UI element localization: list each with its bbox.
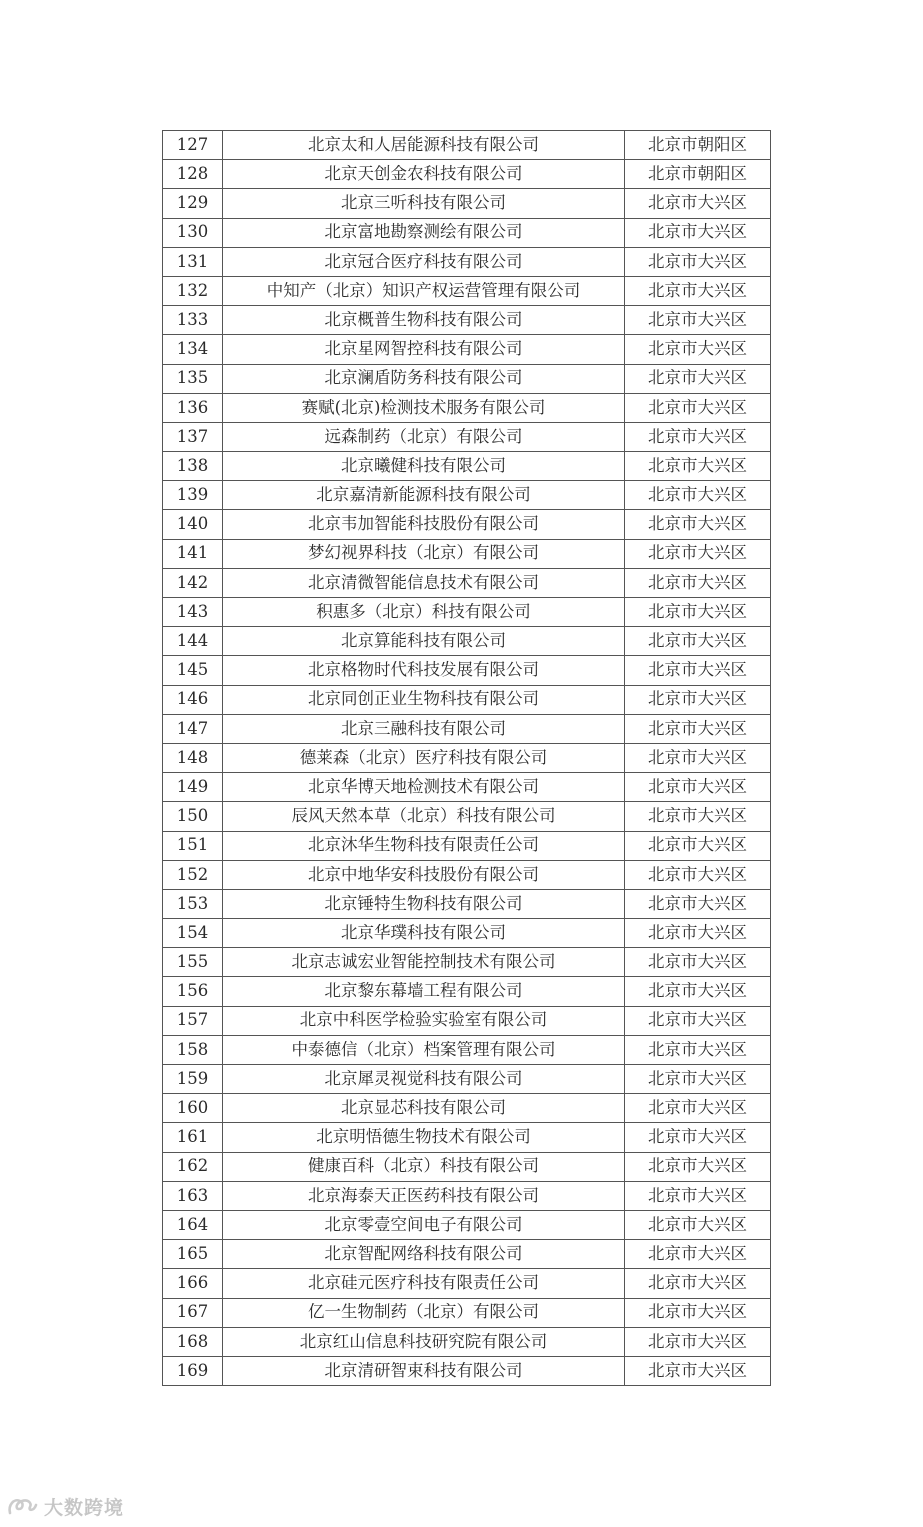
company-name-cell: 北京富地勘察测绘有限公司 — [223, 218, 625, 247]
loop-logo-icon — [6, 1493, 40, 1519]
district-cell: 北京市大兴区 — [625, 1094, 771, 1123]
district-cell: 北京市大兴区 — [625, 481, 771, 510]
district-cell: 北京市朝阳区 — [625, 160, 771, 189]
company-name-cell: 北京志诚宏业智能控制技术有限公司 — [223, 948, 625, 977]
row-number-cell: 142 — [163, 568, 223, 597]
table-row — [163, 218, 771, 247]
district-cell: 北京市大兴区 — [625, 1240, 771, 1269]
row-number-cell: 144 — [163, 627, 223, 656]
row-number-cell: 153 — [163, 889, 223, 918]
table-row — [163, 948, 771, 977]
company-name-cell: 北京华博天地检测技术有限公司 — [223, 773, 625, 802]
company-name-cell: 北京格物时代科技发展有限公司 — [223, 656, 625, 685]
row-number-cell: 168 — [163, 1327, 223, 1356]
row-number-cell: 158 — [163, 1035, 223, 1064]
company-name-cell: 亿一生物制药（北京）有限公司 — [223, 1298, 625, 1327]
table-row — [163, 247, 771, 276]
district-cell: 北京市大兴区 — [625, 773, 771, 802]
company-name-cell: 北京澜盾防务科技有限公司 — [223, 364, 625, 393]
company-name-cell: 德莱森（北京）医疗科技有限公司 — [223, 743, 625, 772]
row-number-cell: 169 — [163, 1356, 223, 1385]
district-cell: 北京市大兴区 — [625, 977, 771, 1006]
table-row — [163, 364, 771, 393]
row-number-cell: 161 — [163, 1123, 223, 1152]
row-number-cell: 165 — [163, 1240, 223, 1269]
district-cell: 北京市大兴区 — [625, 1327, 771, 1356]
table-row — [163, 860, 771, 889]
district-cell: 北京市大兴区 — [625, 1269, 771, 1298]
company-name-cell: 北京显芯科技有限公司 — [223, 1094, 625, 1123]
row-number-cell: 138 — [163, 452, 223, 481]
row-number-cell: 151 — [163, 831, 223, 860]
table-row — [163, 1269, 771, 1298]
table-row — [163, 598, 771, 627]
district-cell: 北京市大兴区 — [625, 1298, 771, 1327]
district-cell: 北京市大兴区 — [625, 1065, 771, 1094]
district-cell: 北京市大兴区 — [625, 1210, 771, 1239]
company-name-cell: 北京零壹空间电子有限公司 — [223, 1210, 625, 1239]
table-row — [163, 189, 771, 218]
row-number-cell: 129 — [163, 189, 223, 218]
row-number-cell: 145 — [163, 656, 223, 685]
table-row — [163, 568, 771, 597]
district-cell: 北京市大兴区 — [625, 422, 771, 451]
table-body — [163, 131, 771, 1386]
district-cell: 北京市大兴区 — [625, 189, 771, 218]
company-name-cell: 北京红山信息科技研究院有限公司 — [223, 1327, 625, 1356]
district-cell: 北京市大兴区 — [625, 802, 771, 831]
company-name-cell: 北京华璞科技有限公司 — [223, 919, 625, 948]
company-name-cell: 辰风天然本草（北京）科技有限公司 — [223, 802, 625, 831]
company-name-cell: 北京星网智控科技有限公司 — [223, 335, 625, 364]
row-number-cell: 131 — [163, 247, 223, 276]
district-cell: 北京市大兴区 — [625, 714, 771, 743]
district-cell: 北京市大兴区 — [625, 510, 771, 539]
row-number-cell: 157 — [163, 1006, 223, 1035]
row-number-cell: 149 — [163, 773, 223, 802]
district-cell: 北京市大兴区 — [625, 1035, 771, 1064]
district-cell: 北京市大兴区 — [625, 335, 771, 364]
company-name-cell: 北京中地华安科技股份有限公司 — [223, 860, 625, 889]
company-name-cell: 北京硅元医疗科技有限责任公司 — [223, 1269, 625, 1298]
row-number-cell: 147 — [163, 714, 223, 743]
table-row — [163, 276, 771, 305]
district-cell: 北京市大兴区 — [625, 1123, 771, 1152]
row-number-cell: 150 — [163, 802, 223, 831]
company-name-cell: 北京概普生物科技有限公司 — [223, 306, 625, 335]
row-number-cell: 137 — [163, 422, 223, 451]
table-row — [163, 977, 771, 1006]
district-cell: 北京市大兴区 — [625, 393, 771, 422]
company-name-cell: 北京嘉清新能源科技有限公司 — [223, 481, 625, 510]
company-name-cell: 北京韦加智能科技股份有限公司 — [223, 510, 625, 539]
table-row — [163, 1123, 771, 1152]
district-cell: 北京市大兴区 — [625, 889, 771, 918]
table-row — [163, 1356, 771, 1385]
district-cell: 北京市大兴区 — [625, 831, 771, 860]
table-row — [163, 1006, 771, 1035]
row-number-cell: 136 — [163, 393, 223, 422]
row-number-cell: 135 — [163, 364, 223, 393]
district-cell: 北京市大兴区 — [625, 568, 771, 597]
row-number-cell: 163 — [163, 1181, 223, 1210]
company-name-cell: 北京中科医学检验实验室有限公司 — [223, 1006, 625, 1035]
table-row — [163, 131, 771, 160]
table-row — [163, 627, 771, 656]
table-row — [163, 510, 771, 539]
company-name-cell: 北京同创正业生物科技有限公司 — [223, 685, 625, 714]
district-cell: 北京市大兴区 — [625, 276, 771, 305]
table-row — [163, 1094, 771, 1123]
district-cell: 北京市大兴区 — [625, 1356, 771, 1385]
district-cell: 北京市大兴区 — [625, 539, 771, 568]
row-number-cell: 167 — [163, 1298, 223, 1327]
row-number-cell: 140 — [163, 510, 223, 539]
company-name-cell: 北京冠合医疗科技有限公司 — [223, 247, 625, 276]
company-name-cell: 梦幻视界科技（北京）有限公司 — [223, 539, 625, 568]
table-row — [163, 452, 771, 481]
row-number-cell: 154 — [163, 919, 223, 948]
table-row — [163, 714, 771, 743]
district-cell: 北京市大兴区 — [625, 218, 771, 247]
table-row — [163, 1298, 771, 1327]
table-row — [163, 889, 771, 918]
district-cell: 北京市大兴区 — [625, 919, 771, 948]
row-number-cell: 143 — [163, 598, 223, 627]
company-name-cell: 北京清研智束科技有限公司 — [223, 1356, 625, 1385]
table-row — [163, 306, 771, 335]
row-number-cell: 133 — [163, 306, 223, 335]
row-number-cell: 134 — [163, 335, 223, 364]
district-cell: 北京市大兴区 — [625, 685, 771, 714]
company-name-cell: 北京算能科技有限公司 — [223, 627, 625, 656]
row-number-cell: 164 — [163, 1210, 223, 1239]
row-number-cell: 156 — [163, 977, 223, 1006]
table-row — [163, 656, 771, 685]
company-name-cell: 北京犀灵视觉科技有限公司 — [223, 1065, 625, 1094]
row-number-cell: 148 — [163, 743, 223, 772]
company-name-cell: 北京明悟德生物技术有限公司 — [223, 1123, 625, 1152]
watermark — [6, 1493, 124, 1519]
table-row — [163, 539, 771, 568]
table-row — [163, 773, 771, 802]
row-number-cell: 160 — [163, 1094, 223, 1123]
district-cell: 北京市大兴区 — [625, 1152, 771, 1181]
row-number-cell: 139 — [163, 481, 223, 510]
table-row — [163, 802, 771, 831]
district-cell: 北京市大兴区 — [625, 1006, 771, 1035]
district-cell: 北京市大兴区 — [625, 364, 771, 393]
company-name-cell: 北京天创金农科技有限公司 — [223, 160, 625, 189]
table-row — [163, 393, 771, 422]
company-name-cell: 北京黎东幕墙工程有限公司 — [223, 977, 625, 1006]
company-name-cell: 北京沐华生物科技有限责任公司 — [223, 831, 625, 860]
row-number-cell: 159 — [163, 1065, 223, 1094]
row-number-cell: 146 — [163, 685, 223, 714]
district-cell: 北京市大兴区 — [625, 598, 771, 627]
district-cell: 北京市大兴区 — [625, 306, 771, 335]
table-row — [163, 1152, 771, 1181]
table-row — [163, 335, 771, 364]
table-row — [163, 1181, 771, 1210]
company-name-cell: 赛赋(北京)检测技术服务有限公司 — [223, 393, 625, 422]
row-number-cell: 152 — [163, 860, 223, 889]
table-row — [163, 919, 771, 948]
company-name-cell: 北京三融科技有限公司 — [223, 714, 625, 743]
district-cell: 北京市大兴区 — [625, 743, 771, 772]
row-number-cell: 132 — [163, 276, 223, 305]
table-row — [163, 685, 771, 714]
company-name-cell: 中知产（北京）知识产权运营管理有限公司 — [223, 276, 625, 305]
table-row — [163, 481, 771, 510]
row-number-cell: 130 — [163, 218, 223, 247]
table-row — [163, 743, 771, 772]
district-cell: 北京市朝阳区 — [625, 131, 771, 160]
table-row — [163, 422, 771, 451]
table-row — [163, 160, 771, 189]
company-name-cell: 北京海泰天正医药科技有限公司 — [223, 1181, 625, 1210]
company-name-cell: 北京三听科技有限公司 — [223, 189, 625, 218]
district-cell: 北京市大兴区 — [625, 627, 771, 656]
row-number-cell: 128 — [163, 160, 223, 189]
row-number-cell: 166 — [163, 1269, 223, 1298]
row-number-cell: 155 — [163, 948, 223, 977]
district-cell: 北京市大兴区 — [625, 948, 771, 977]
district-cell: 北京市大兴区 — [625, 656, 771, 685]
table-row — [163, 1327, 771, 1356]
company-name-cell: 北京锤特生物科技有限公司 — [223, 889, 625, 918]
table-row — [163, 1065, 771, 1094]
company-name-cell: 远森制药（北京）有限公司 — [223, 422, 625, 451]
district-cell: 北京市大兴区 — [625, 247, 771, 276]
company-name-cell: 中泰德信（北京）档案管理有限公司 — [223, 1035, 625, 1064]
district-cell: 北京市大兴区 — [625, 1181, 771, 1210]
company-list-table — [162, 130, 771, 1386]
table-row — [163, 831, 771, 860]
row-number-cell: 127 — [163, 131, 223, 160]
company-name-cell: 健康百科（北京）科技有限公司 — [223, 1152, 625, 1181]
row-number-cell: 162 — [163, 1152, 223, 1181]
row-number-cell: 141 — [163, 539, 223, 568]
company-name-cell: 北京曦健科技有限公司 — [223, 452, 625, 481]
company-name-cell: 北京太和人居能源科技有限公司 — [223, 131, 625, 160]
table-row — [163, 1210, 771, 1239]
district-cell: 北京市大兴区 — [625, 860, 771, 889]
watermark-text: 大数跨境 — [44, 1496, 125, 1519]
district-cell: 北京市大兴区 — [625, 452, 771, 481]
company-name-cell: 北京智配网络科技有限公司 — [223, 1240, 625, 1269]
table-row — [163, 1035, 771, 1064]
company-name-cell: 积惠多（北京）科技有限公司 — [223, 598, 625, 627]
table-row — [163, 1240, 771, 1269]
company-name-cell: 北京清微智能信息技术有限公司 — [223, 568, 625, 597]
